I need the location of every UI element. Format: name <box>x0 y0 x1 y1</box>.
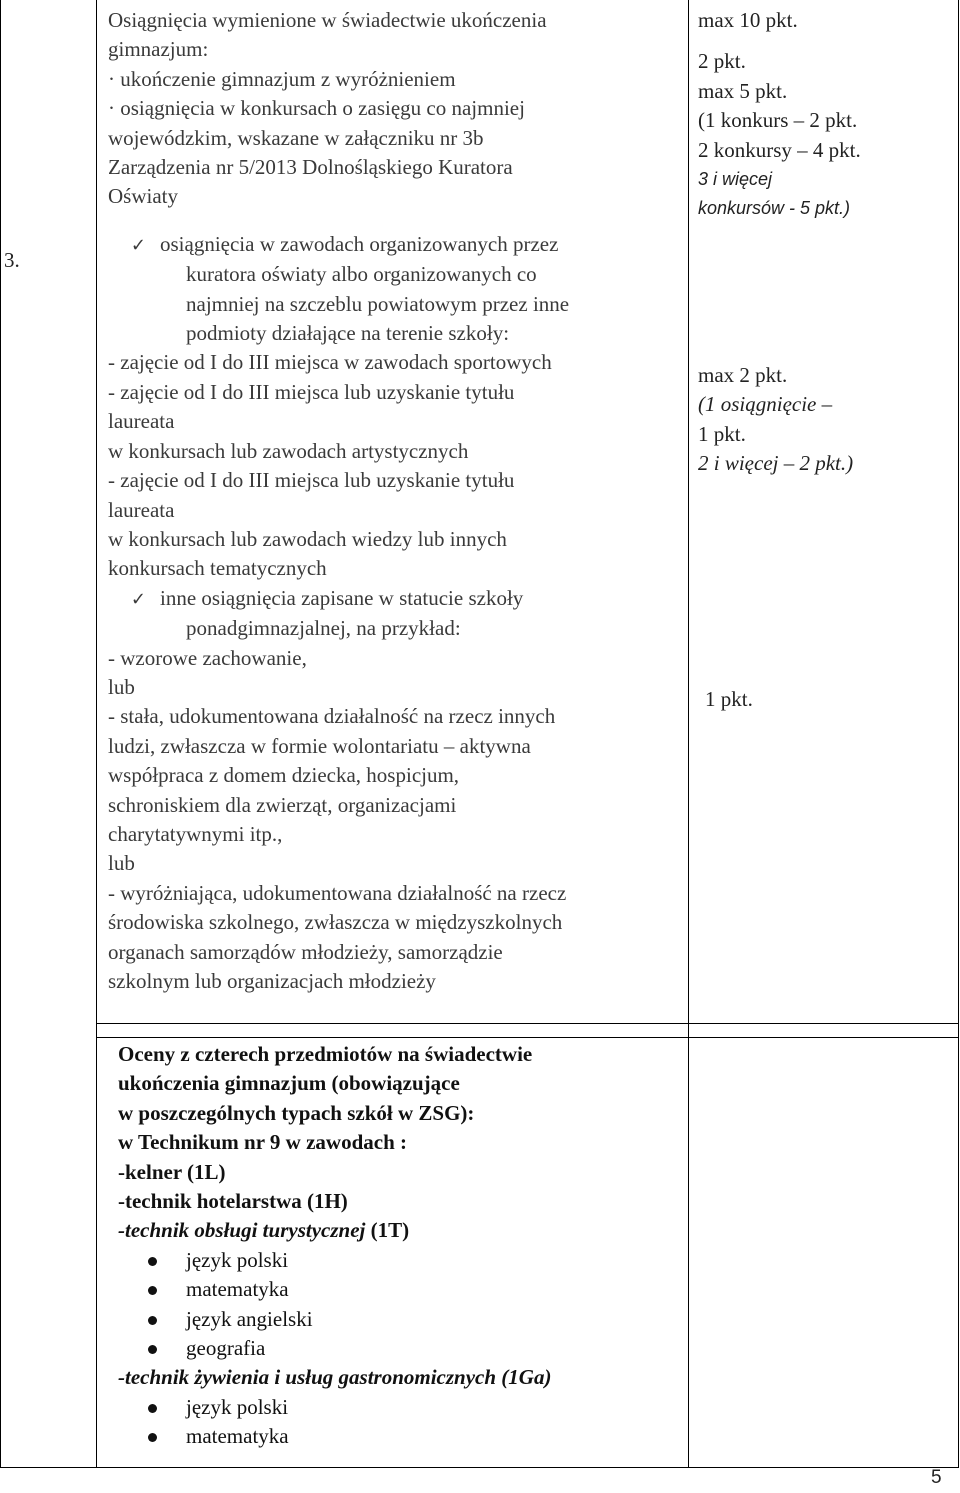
checkmark-icon: ✓ <box>130 588 146 610</box>
checked-item-other: ✓ inne osiągnięcia zapisane w statucie szkoły <box>108 584 683 614</box>
sub-item-knowledge-1: - zajęcie od I do III miejsca lub uzyskanie tytułu <box>108 468 515 493</box>
table-border-right <box>958 0 959 1468</box>
list-item: język polski <box>108 1246 693 1275</box>
points-max-10: max 10 pkt. <box>698 8 798 32</box>
points-honours: 2 pkt. <box>698 49 746 74</box>
points-other: 1 pkt. <box>705 687 753 711</box>
profession-waiter: -kelner (1L) <box>118 1159 226 1184</box>
item-contests-1: · osiągnięcia w konkursach o zasięgu co najmniej <box>108 96 525 121</box>
sub-item-arts-1: - zajęcie od I do III miejsca lub uzyskanie tytułu <box>108 379 515 404</box>
achievements-description: Osiągnięcia wymienione w świadectwie ukończenia gimnazjum: · ukończenie gimnazjum z wyróżnieniem · osiągnięcia w konkursach o zasięgu co najmniej wojewódzkim, wskazane w załączniku nr 3b Zarządzenia nr 5/2013 Dolnośląskiego Kuratora Oświaty ✓ osiągnięcia w zawodach organizowanych przez kuratora oświaty albo organizowanych co najmniej na szczeblu powiatowym przez inne podmioty działające na terenie szkoły: - zajęcie od I do III miejsca w zawodach sportowych - zajęcie od I do III miejsca lub uzyskanie tytułu laureata w konkursach lub zawodach artystycznych - zajęcie od I do III miejsca lub uzyskanie tytułu laureata w konkursach lub zawodach wiedzy lub innych konkursach tematycznych ✓ inne osiągnięcia zapisane w statucie szkoły ponadgimnazjalnej, na przykład: - wzorowe zachowanie, lub - stała, udokumentowana działalność na rzecz innych ludzi, zwłaszcza w formie wolontariatu – aktywna współpraca z domem dziecka, hospicjum, schroniskiem dla zwierząt, organizacjami charytatywnymi itp., lub - wyróżniająca, udokumentowana działalność na rzecz środowiska szkolnego, zwłaszcza w międzyszkolnych organach samorządów młodzieży, samorządzie szkolnym lub organizacjach młodzieży <box>108 6 683 996</box>
points-competitions: max 2 pkt. (1 osiągnięcie – 1 pkt. 2 i więcej – 2 pkt.) <box>698 363 854 476</box>
grades-heading-4: w Technikum nr 9 w zawodach : <box>118 1130 407 1155</box>
list-item: geografia <box>108 1334 693 1363</box>
heading-line-1: Osiągnięcia wymienione w świadectwie ukończenia <box>108 8 547 32</box>
list-item: matematyka <box>108 1422 693 1451</box>
profession-hotel: -technik hotelarstwa (1H) <box>118 1189 348 1214</box>
row-divider-bottom <box>96 1037 959 1038</box>
grades-heading-1: Oceny z czterech przedmiotów na świadectwie <box>118 1042 533 1066</box>
list-item: język angielski <box>108 1305 693 1334</box>
grades-section <box>118 1040 693 1452</box>
other-behaviour: - wzorowe zachowanie, <box>108 645 307 670</box>
table-divider-1 <box>96 0 97 1468</box>
row-divider-top <box>96 1023 959 1024</box>
list-item: matematyka <box>108 1275 693 1304</box>
item-honours: · ukończenie gimnazjum z wyróżnieniem <box>108 66 456 91</box>
points-contests: max 5 pkt. <box>698 78 788 103</box>
list-item: język polski <box>108 1393 693 1422</box>
checked-item-competitions: ✓ osiągnięcia w zawodach organizowanych przez <box>108 230 683 260</box>
item-contests-2: wojewódzkim, wskazane w załączniku nr 3b <box>108 125 484 150</box>
item-contests-4: Oświaty <box>108 184 178 209</box>
heading-line-2: gimnazjum: <box>108 37 209 62</box>
sub-item-sports: - zajęcie od I do III miejsca w zawodach sportowych <box>108 350 552 375</box>
grades-heading-3: w poszczególnych typach szkół w ZSG): <box>118 1100 475 1125</box>
item-contests-3: Zarządzenia nr 5/2013 Dolnośląskiego Kuratora <box>108 155 513 180</box>
table-border-left <box>0 0 1 1468</box>
page-number: 5 <box>931 1467 942 1488</box>
other-school-activity: - wyróżniająca, udokumentowana działalność na rzecz <box>108 880 567 905</box>
subjects-list-1 <box>108 1246 693 1364</box>
subjects-list-2 <box>108 1393 693 1452</box>
section-number: 3. <box>4 248 20 272</box>
other-volunteering: - stała, udokumentowana działalność na rzecz innych <box>108 704 556 729</box>
profession-tourism: -technik obsługi turystycznej (1T) <box>118 1218 410 1243</box>
checkmark-icon: ✓ <box>130 234 146 256</box>
profession-gastronomy: -technik żywienia i usług gastronomicznych (1Ga) <box>118 1365 552 1390</box>
points-column: max 10 pkt. 2 pkt. max 5 pkt. (1 konkurs – 2 pkt. 2 konkursy – 4 pkt. 3 i więcej konkursów - 5 pkt.) <box>698 6 958 224</box>
table-border-bottom <box>0 1467 959 1468</box>
grades-heading-2: ukończenia gimnazjum (obowiązujące <box>118 1071 460 1096</box>
